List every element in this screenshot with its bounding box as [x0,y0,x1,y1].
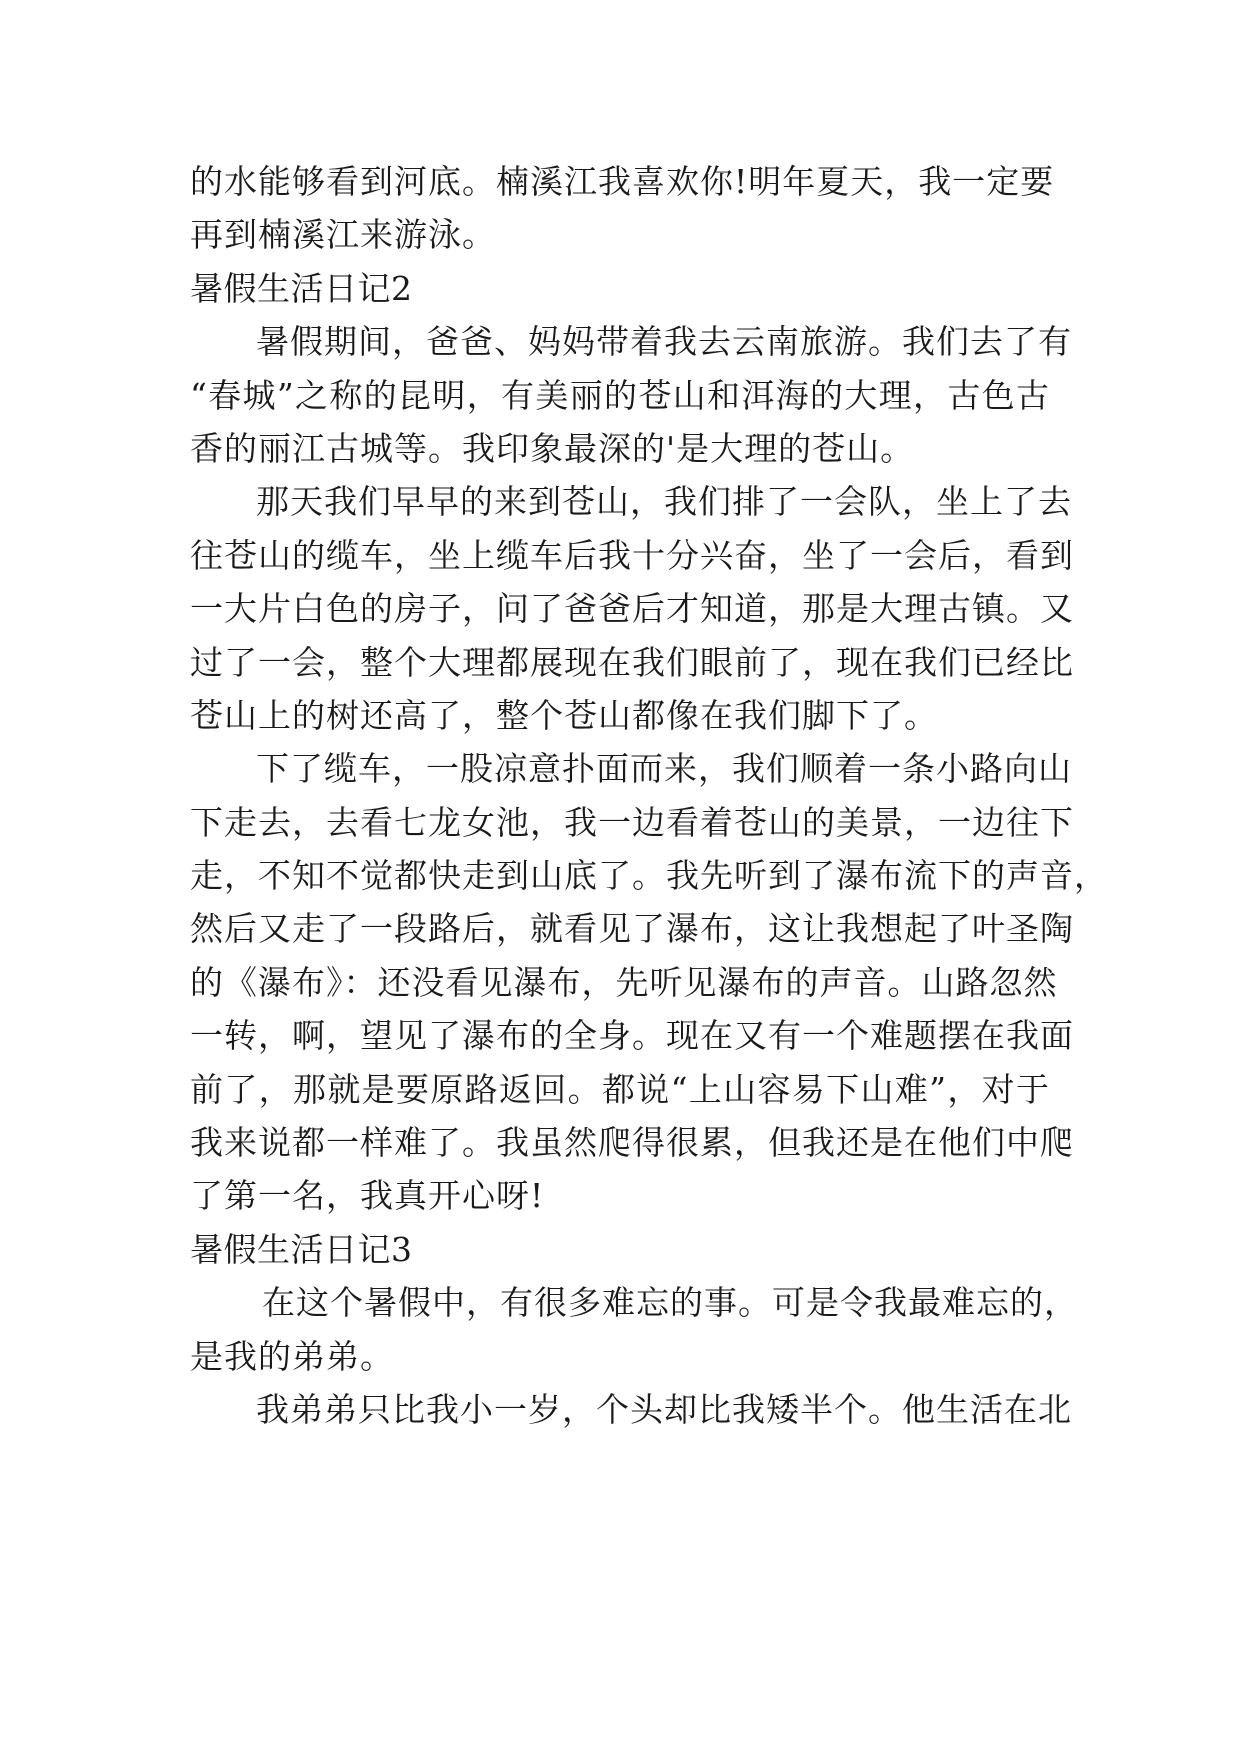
section-heading: 暑假生活日记3 [190,1229,413,1269]
text-line: 我弟弟只比我小一岁，个头却比我矮半个。他生活在北 [256,1389,1072,1429]
text-line: 过了一会，整个大理都展现在我们眼前了，现在我们已经比 [190,642,1074,682]
text-line: 下走去，去看七龙女池，我一边看着苍山的美景，一边往下 [190,802,1074,842]
text-line: 下了缆车，一股凉意扑面而来，我们顺着一条小路向山 [256,749,1072,789]
text-line: 的水能够看到河底。楠溪江我喜欢你!明年夏天，我一定要 [190,162,1055,201]
text-line: 的《瀑布》：还没看见瀑布，先听见瀑布的声音。山路忽然 [190,962,1058,1002]
text-line: 往苍山的缆车，坐上缆车后我十分兴奋，坐了一会后，看到 [190,535,1074,575]
text-line: 了第一名，我真开心呀! [190,1176,545,1216]
document-body [190,155,1108,1436]
text-line: 然后又走了一段路后，就看见了瀑布，这让我想起了叶圣陶 [190,909,1074,949]
text-line: 在这个暑假中，有很多难忘的事。可是令我最难忘的， [262,1283,1078,1323]
text-line: 一转，啊，望见了瀑布的全身。现在又有一个难题摆在我面 [190,1016,1074,1056]
text-line: 那天我们早早的来到苍山，我们排了一会队，坐上了去 [256,482,1072,522]
text-line: 是我的弟弟。 [190,1336,394,1376]
text-line: 我来说都一样难了。我虽然爬得很累，但我还是在他们中爬 [190,1123,1074,1163]
text-line: 一大片白色的房子，问了爸爸后才知道，那是大理古镇。又 [190,589,1074,629]
text-line: 苍山上的树还高了，整个苍山都像在我们脚下了。 [190,695,938,735]
text-line: 走，不知不觉都快走到山底了。我先听到了瀑布流下的声音， [190,856,1108,896]
text-line: 前了，那就是要原路返回。都说“上山容易下山难”，对于 [190,1069,1050,1109]
text-line: 暑假期间，爸爸、妈妈带着我去云南旅游。我们去了有 [256,322,1072,362]
text-line: 香的丽江古城等。我印象最深的'是大理的苍山。 [190,428,915,468]
section-heading: 暑假生活日记2 [190,268,413,308]
text-line: 再到楠溪江来游泳。 [190,215,496,255]
text-line: “春城”之称的昆明，有美丽的苍山和洱海的大理，古色古 [190,375,1050,415]
